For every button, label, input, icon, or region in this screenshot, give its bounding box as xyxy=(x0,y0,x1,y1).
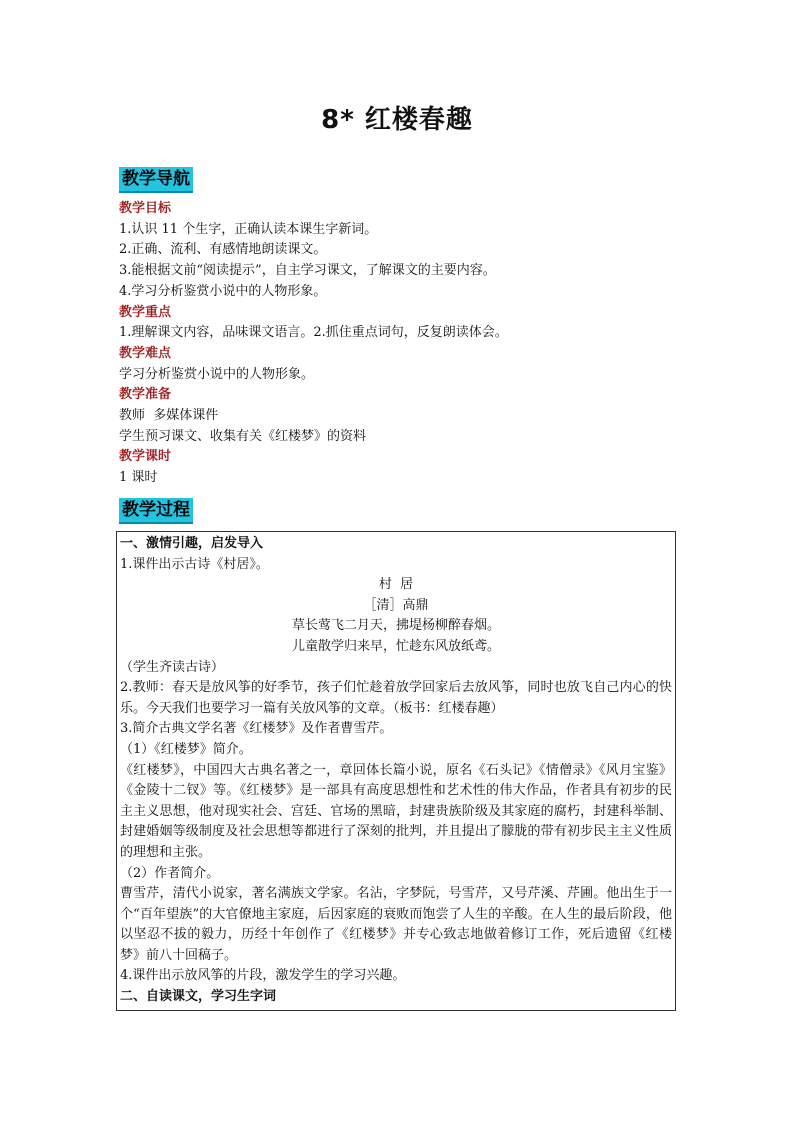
class-hours-text: 1 课时 xyxy=(119,470,158,486)
preparation-item: 教师 多媒体课件 xyxy=(119,408,219,424)
preparation-label: 教学准备 xyxy=(119,387,172,403)
objective-item: 1.认识 11 个生字，正确认读本课生字新词。 xyxy=(119,221,378,237)
objectives-label: 教学目标 xyxy=(119,201,172,216)
preparation-item: 学生预习课文、收集有关《红楼梦》的资料 xyxy=(119,428,367,444)
hongloumeng-intro-label: （1）《红楼梦》简介。 xyxy=(120,741,252,757)
key-points-label: 教学重点 xyxy=(119,304,172,320)
step1-heading: 一、激情引趣，启发导入 xyxy=(120,536,264,551)
step2-heading: 二、自读课文，学习生字词 xyxy=(120,989,277,1005)
objective-item: 2.正确、流利、有感情地朗读课文。 xyxy=(119,242,327,258)
key-points-text: 1.理解课文内容，品味课文语言。2.抓住重点词句，反复朗读体会。 xyxy=(119,325,508,341)
section-badge-guide: 教学导航 xyxy=(119,167,193,193)
class-hours-label: 教学课时 xyxy=(119,449,172,465)
step1-item-2: 2.教师：春天是放风筝的好季节，孩子们忙趁着放学回家后去放风筝，同时也放飞自己内心的快乐。今天我们也要学习一篇有关放风筝的文章。（板书：红楼春趣） xyxy=(120,680,672,716)
step1-item-4: 4.课件出示放风筝的片段，激发学生的学习兴趣。 xyxy=(120,968,406,984)
difficulty-text: 学习分析鉴赏小说中的人物形象。 xyxy=(119,366,315,382)
step1-item-1: 1.课件出示古诗《村居》。 xyxy=(120,556,269,572)
teaching-guide xyxy=(119,199,679,489)
step1-item-3: 3.简介古典文学名著《红楼梦》及作者曹雪芹。 xyxy=(120,721,393,737)
author-intro-text: 曹雪芹，清代小说家，著名满族文学家。名沾，字梦阮，号雪芹，又号芹溪、芹圃。他出生于一个“百年望族”的大官僚地主家庭，后因家庭的衰败而饱尝了人生的辛酸。在人生的最后阶段，他以坚忍不拔的毅力，历经十年创作了《红楼梦》并专心致志地做着修订工作，死后遗留《红楼梦》前八十回稿子。 xyxy=(120,886,672,963)
teaching-process-box xyxy=(116,531,676,1011)
page-title: 8* 红楼春趣 xyxy=(321,105,473,135)
read-note: （学生齐读古诗） xyxy=(120,659,225,675)
poem-author: ［清］高鼎 xyxy=(363,597,429,613)
author-intro-label: （2）作者简介。 xyxy=(120,865,220,881)
section-badge-process: 教学过程 xyxy=(119,498,193,524)
hongloumeng-intro-text: 《红楼梦》，中国四大古典名著之一，章回体长篇小说，原名《石头记》《情僧录》《风月宝鉴》《金陵十二钗》等。《红楼梦》是一部具有高度思想性和艺术性的伟大作品，作者具有初步的民主主义思想，他对现实社会、宫廷、官场的黑暗，封建贵族阶级及其家庭的腐朽，封建科举制、封建婚姻等级制度及社会思想等都进行了深刻的批判，并且提出了朦胧的带有初步民主主义性质的理想和主张。 xyxy=(120,762,672,860)
poem-title: 村 居 xyxy=(378,577,414,593)
poem-line-2: 儿童散学归来早，忙趁东风放纸鸢。 xyxy=(291,638,500,654)
poem-line-1: 草长莺飞二月天，拂堤杨柳醉春烟。 xyxy=(291,618,500,634)
objective-item: 3.能根据文前“阅读提示”，自主学习课文，了解课文的主要内容。 xyxy=(119,263,496,279)
difficulty-label: 教学难点 xyxy=(119,345,172,361)
objective-item: 4.学习分析鉴赏小说中的人物形象。 xyxy=(119,283,327,299)
